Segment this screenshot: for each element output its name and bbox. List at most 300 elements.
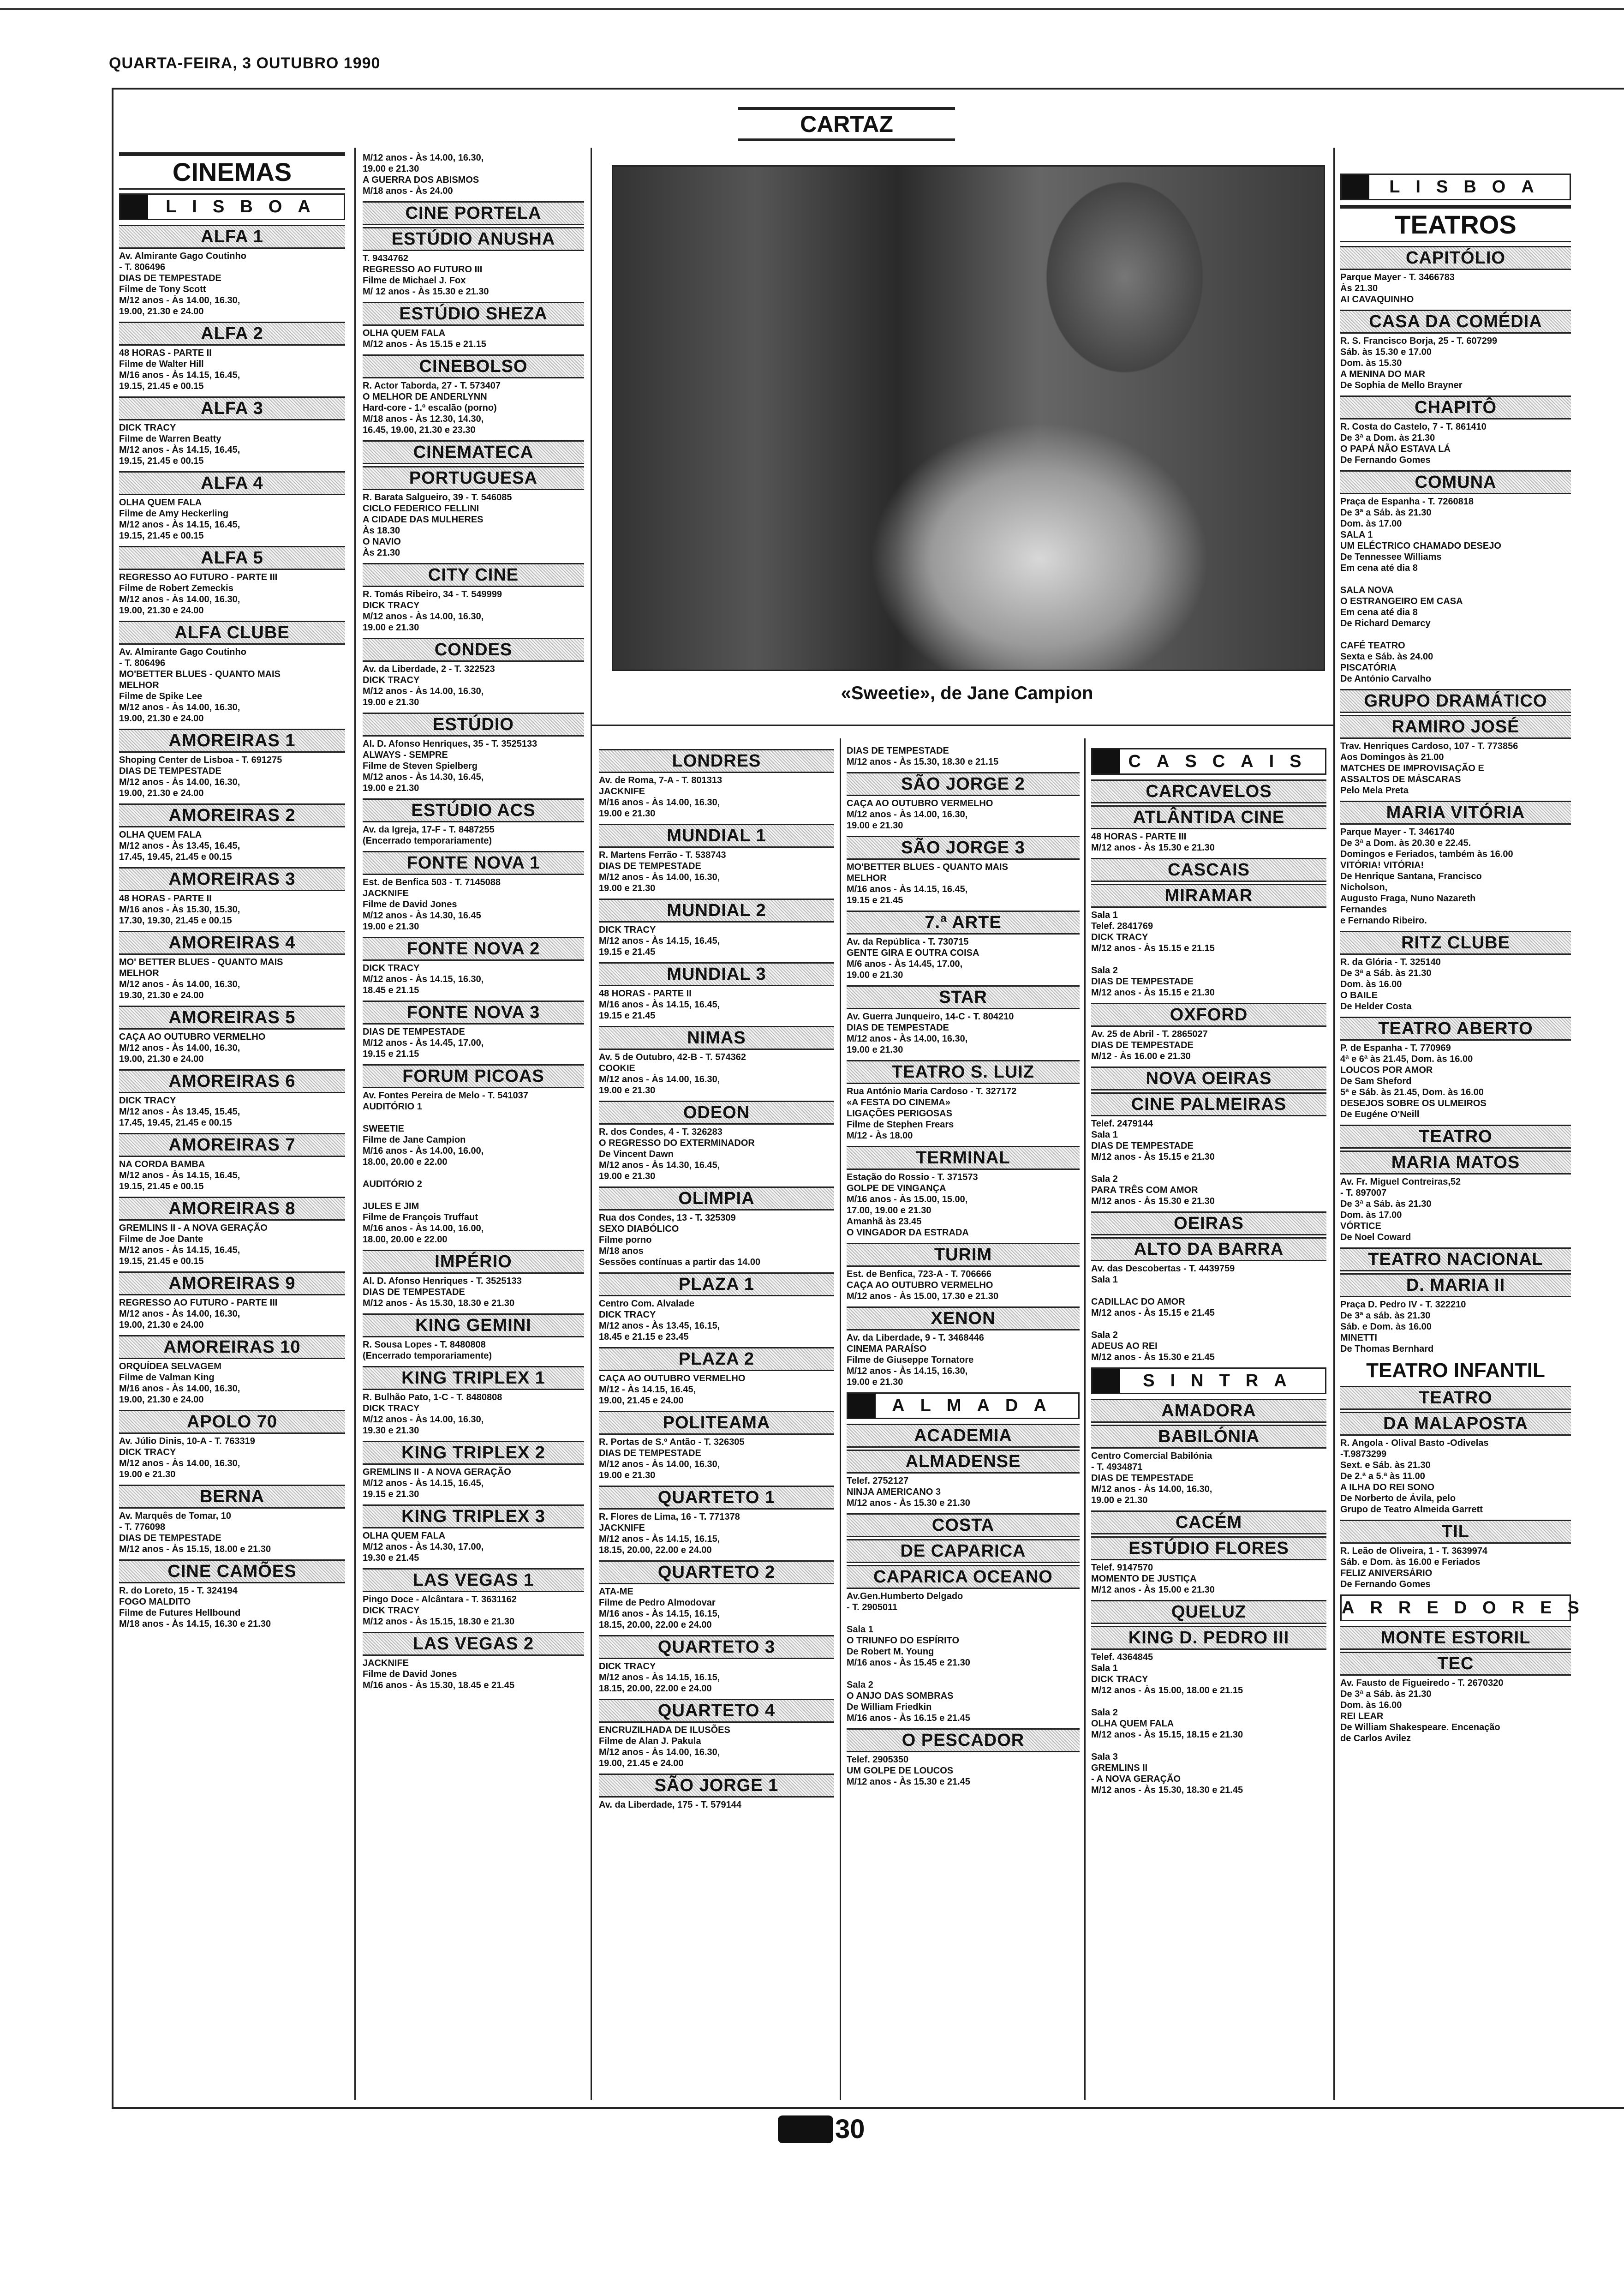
- listing-line: M/12 anos - Às 14.45, 17.00,: [363, 1038, 484, 1048]
- listing-line: ALWAYS - SEMPRE: [363, 750, 448, 760]
- venue-heading: AMOREIRAS 2: [119, 803, 345, 827]
- listing-line: Rua dos Condes, 13 - T. 325309: [599, 1213, 736, 1223]
- listing-line: 19.00 e 21.30: [599, 1171, 656, 1181]
- listing-line: 16.45, 19.00, 21.30 e 23.30: [363, 425, 476, 435]
- listing-line: Av.Gen.Humberto Delgado: [847, 1591, 963, 1601]
- venue-heading: QUELUZ: [1091, 1600, 1326, 1624]
- listing-line: 18.15, 20.00, 22.00 e 24.00: [599, 1545, 712, 1555]
- venue-heading: CINEMATECA: [363, 440, 584, 464]
- listing-line: R. Tomás Ribeiro, 34 - T. 549999: [363, 589, 502, 599]
- venue-heading: KING D. PEDRO III: [1091, 1626, 1326, 1650]
- listing-line: 19.00 e 21.30: [599, 1470, 656, 1480]
- listing-line: M/16 anos - Às 15.00, 15.00,: [847, 1194, 968, 1204]
- venue-heading: OXFORD: [1091, 1003, 1326, 1027]
- listing-line: DIAS DE TEMPESTADE: [363, 1027, 465, 1037]
- listing-line: Filme de Robert Zemeckis: [119, 583, 233, 593]
- listing-entry: [1340, 931, 1571, 1012]
- venue-heading: ESTÚDIO SHEZA: [363, 302, 584, 326]
- listing-entry: [599, 1272, 834, 1342]
- venue-heading: CINE PALMEIRAS: [1091, 1092, 1326, 1116]
- listing-line: M/12 anos - Às 15.00 e 21.30: [1091, 1585, 1215, 1595]
- listing-entry: [363, 1001, 584, 1060]
- listing-line: 19.15 e 21.30: [363, 1489, 419, 1499]
- listing-line: [847, 1613, 1080, 1624]
- listing-entry: [1340, 1626, 1571, 1744]
- listing-line: Filme de Spike Lee: [119, 691, 203, 701]
- listing-line: Filme de Amy Heckerling: [119, 509, 229, 519]
- listing-line: - A NOVA GERAÇÃO: [1091, 1774, 1181, 1784]
- listing-line: [1091, 1162, 1326, 1174]
- listing-line: A GUERRA DOS ABISMOS: [363, 175, 479, 185]
- listing-entry: [119, 1197, 345, 1267]
- venue-heading: CONDES: [363, 638, 584, 662]
- listing-line: De Norberto de Ávila, pelo: [1340, 1493, 1456, 1504]
- listing-line: 19.00, 21.30 e 24.00: [119, 713, 204, 724]
- listing-line: M/12 anos - Às 14.15, 16.45,: [119, 520, 240, 530]
- listing-entry: [1340, 1125, 1571, 1243]
- listing-line: 48 HORAS - PARTE III: [1091, 832, 1187, 842]
- listing-line: 19.00 e 21.30: [363, 697, 419, 707]
- listing-line: OLHA QUEM FALA: [363, 328, 446, 338]
- listing-continuation: [363, 152, 584, 197]
- listing-line: DICK TRACY: [119, 1447, 176, 1457]
- column-cinemas-2: [363, 152, 584, 1696]
- listing-entry: [847, 911, 1080, 981]
- listing-line: De Sam Sheford: [1340, 1076, 1412, 1086]
- listing-line: Dom. às 15.30: [1340, 358, 1402, 368]
- listing-line: 18.45 e 21.15 e 23.45: [599, 1332, 689, 1342]
- sweetie-photo: [612, 165, 1325, 671]
- listing-entry: [119, 546, 345, 616]
- listing-line: DICK TRACY: [599, 1661, 656, 1672]
- listing-line: DICK TRACY: [363, 1606, 420, 1616]
- listing-line: JACKNIFE: [599, 786, 645, 797]
- listing-line: M/12 anos - Às 15.30, 18.30 e 21.15: [847, 757, 999, 767]
- listing-entry: [1340, 470, 1571, 684]
- venue-heading: TEATRO ABERTO: [1340, 1017, 1571, 1041]
- listing-entry: [599, 824, 834, 894]
- listing-line: O VINGADOR DA ESTRADA: [847, 1228, 969, 1238]
- venue-heading: ALFA 4: [119, 471, 345, 495]
- listing-line: R. Costa do Castelo, 7 - T. 861410: [1340, 422, 1487, 432]
- venue-heading: ACADEMIA: [847, 1424, 1080, 1448]
- listing-line: M/12 anos - Às 14.00, 16.30,: [599, 1747, 720, 1757]
- listing-line: 19.15, 21.45 e 00.15: [119, 381, 204, 391]
- venue-heading: OLIMPIA: [599, 1186, 834, 1210]
- listing-line: DICK TRACY: [599, 1310, 656, 1320]
- listing-line: M/12 anos - Às 14.15, 16.45,: [599, 936, 720, 946]
- venue-heading: QUARTETO 4: [599, 1699, 834, 1723]
- listing-line: M/12 anos - Às 14.15, 16.45,: [119, 445, 240, 455]
- listing-line: CAFÉ TEATRO: [1340, 641, 1405, 651]
- listing-line: DIAS DE TEMPESTADE: [119, 273, 221, 283]
- listing-line: M/6 anos - Às 14.45, 17.00,: [847, 959, 963, 969]
- venue-heading: QUARTETO 1: [599, 1486, 834, 1510]
- listing-line: R. Flores de Lima, 16 - T. 771378: [599, 1512, 740, 1522]
- listing-line: MELHOR: [119, 968, 159, 978]
- listing-entry: [119, 396, 345, 467]
- listing-line: M/18 anos - Às 12.30, 14.30,: [363, 414, 484, 424]
- listing-line: R. Actor Taborda, 27 - T. 573407: [363, 381, 501, 391]
- listing-line: M/12 anos - Às 14.00, 16.30,: [119, 295, 240, 306]
- listing-line: 19.00 e 21.30: [1091, 1495, 1148, 1505]
- listing-line: Av. da Liberdade, 9 - T. 3468446: [847, 1333, 984, 1343]
- listing-entry: [119, 1335, 345, 1405]
- listing-line: M/12 anos - Às 14.30, 17.00,: [363, 1542, 484, 1552]
- listing-entry: [363, 354, 584, 436]
- venue-heading: DE CAPARICA: [847, 1539, 1080, 1563]
- venue-heading: MARIA VITÓRIA: [1340, 801, 1571, 825]
- listing-line: M/12 - Às 14.15, 16.45,: [599, 1384, 696, 1395]
- listing-line: 17.45, 19.45, 21.45 e 00.15: [119, 852, 232, 862]
- listing-line: 19.00, 21.30 e 24.00: [119, 1054, 204, 1064]
- listing-line: Av. 5 de Outubro, 42-B - T. 574362: [599, 1052, 746, 1062]
- listing-entry: [1340, 395, 1571, 466]
- listing-line: O BAILE: [1340, 990, 1378, 1001]
- listing-entry: [599, 1026, 834, 1096]
- venue-heading: TEATRO NACIONAL: [1340, 1247, 1571, 1271]
- listing-line: Sala 2: [1091, 965, 1118, 976]
- venue-heading: ODEON: [599, 1101, 834, 1125]
- listing-line: R. dos Condes, 4 - T. 326283: [599, 1127, 722, 1137]
- listing-line: M/12 anos - Às 14.30, 16.45,: [363, 772, 484, 782]
- listing-line: M/16 anos - Às 16.15 e 21.45: [847, 1713, 970, 1723]
- listing-line: M/12 anos - Às 15.30 e 21.30: [1091, 1196, 1215, 1206]
- listing-line: R. Angola - Olival Basto -Odivelas: [1340, 1438, 1489, 1448]
- column-cinemas-5: [1091, 745, 1326, 1800]
- listing-entry: [847, 1424, 1080, 1509]
- listing-line: CADILLAC DO AMOR: [1091, 1297, 1185, 1307]
- listing-line: Filme de Jane Campion: [363, 1135, 466, 1145]
- listing-entry: [363, 851, 584, 932]
- venue-heading: QUARTETO 2: [599, 1560, 834, 1584]
- listing-line: 19.00 e 21.30: [363, 783, 419, 793]
- listing-line: Sala 3: [1091, 1752, 1118, 1762]
- column-rule: [1333, 148, 1335, 2100]
- listing-line: R. Bulhão Pato, 1-C - T. 8480808: [363, 1392, 502, 1402]
- listing-line: MELHOR: [119, 680, 159, 690]
- listing-line: Telef. 2752127: [847, 1476, 909, 1486]
- listing-line: M/12 anos - Às 15.30, 18.30 e 21.45: [1091, 1785, 1243, 1795]
- listing-line: DIAS DE TEMPESTADE: [1091, 1040, 1194, 1050]
- listing-line: NA CORDA BAMBA: [119, 1159, 205, 1169]
- venue-heading: MARIA MATOS: [1340, 1150, 1571, 1174]
- listing-line: De Henrique Santana, Francisco: [1340, 871, 1482, 881]
- listing-line: Av. Fausto de Figueiredo - T. 2670320: [1340, 1678, 1504, 1688]
- venue-heading: RITZ CLUBE: [1340, 931, 1571, 955]
- listing-line: 48 HORAS - PARTE II: [599, 989, 692, 999]
- venue-heading: ALFA 3: [119, 396, 345, 420]
- listing-line: REI LEAR: [1340, 1711, 1384, 1721]
- listing-line: VITÓRIA! VITÓRIA!: [1340, 860, 1424, 870]
- listing-entry: [119, 1069, 345, 1128]
- listing-entry: [599, 1560, 834, 1630]
- listing-line: M/12 anos - Às 14.00, 16.30,: [599, 1459, 720, 1469]
- listing-line: SWEETIE: [363, 1124, 405, 1134]
- listing-entry: [119, 471, 345, 541]
- venue-heading: ALFA 1: [119, 225, 345, 249]
- listing-line: Av. da Liberdade, 2 - T. 322523: [363, 664, 495, 674]
- listing-continuation: [847, 745, 1080, 767]
- listing-entry: [847, 985, 1080, 1055]
- listing-line: DICK TRACY: [363, 963, 420, 973]
- listing-entry: [1340, 801, 1571, 926]
- listing-line: M/16 anos - Às 15.30, 15.30,: [119, 905, 240, 915]
- listing-entry: [119, 729, 345, 799]
- listing-line: DIAS DE TEMPESTADE: [847, 1023, 949, 1033]
- venue-heading: STAR: [847, 985, 1080, 1009]
- listing-entry: [363, 1250, 584, 1309]
- listing-line: DIAS DE TEMPESTADE: [1091, 1141, 1194, 1151]
- listing-line: De 3ª a Sáb. às 21.30: [1340, 1199, 1432, 1209]
- listing-line: CAÇA AO OUTUBRO VERMELHO: [847, 798, 993, 809]
- listing-entry: [599, 1101, 834, 1182]
- listing-entry: [599, 1699, 834, 1769]
- listing-line: 17.30, 19.30, 21.45 e 00.15: [119, 916, 232, 926]
- listing-entry: [1340, 1017, 1571, 1120]
- section-banner: [1340, 174, 1571, 200]
- listing-entry: [363, 937, 584, 996]
- listing-line: Estação do Rossio - T. 371573: [847, 1172, 978, 1182]
- venue-heading: SÃO JORGE 2: [847, 772, 1080, 796]
- venue-heading: PORTUGUESA: [363, 466, 584, 490]
- listing-line: Sala 1: [1091, 1130, 1118, 1140]
- listing-entry: [119, 1559, 345, 1630]
- listing-line: De Fernando Gomes: [1340, 1579, 1431, 1589]
- listing-entry: [1340, 1247, 1571, 1354]
- listing-line: GREMLINS II: [1091, 1763, 1148, 1773]
- listing-line: Amanhã às 23.45: [847, 1216, 922, 1227]
- listing-line: [1091, 1696, 1326, 1707]
- listing-line: Centro Com. Alvalade: [599, 1299, 695, 1309]
- listing-line: Av. Almirante Gago Coutinho: [119, 251, 246, 261]
- listing-line: M/12 anos - Às 13.45, 16.15,: [599, 1321, 720, 1331]
- listing-entry: [1340, 246, 1571, 305]
- listing-line: Av. da Igreja, 17-F - T. 8487255: [363, 825, 495, 835]
- listing-line: [363, 1112, 584, 1123]
- listing-line: JACKNIFE: [363, 888, 409, 899]
- venue-heading: FONTE NOVA 2: [363, 937, 584, 961]
- venue-heading: XENON: [847, 1306, 1080, 1330]
- listing-line: M/12 anos - Às 15.15, 18.15 e 21.30: [1091, 1730, 1243, 1740]
- listing-line: M/16 anos - Às 14.15, 16.45,: [119, 370, 240, 380]
- listing-line: De 3ª a Sáb. às 21.30: [1340, 508, 1432, 518]
- listing-line: CAÇA AO OUTUBRO VERMELHO: [119, 1032, 266, 1042]
- listing-line: R. Barata Salgueiro, 39 - T. 546085: [363, 492, 512, 503]
- listing-line: DIAS DE TEMPESTADE: [363, 1287, 465, 1297]
- venue-heading: ESTÚDIO ANUSHA: [363, 227, 584, 251]
- listing-line: Dom. às 17.00: [1340, 1210, 1402, 1220]
- listing-line: M/12 anos - Às 15.30 e 21.30: [1091, 843, 1215, 853]
- listing-line: M/12 anos - Às 14.15, 16.45,: [119, 1245, 240, 1255]
- listing-line: FELIZ ANIVERSÁRIO: [1340, 1568, 1433, 1578]
- listing-line: M/12 - Às 16.00 e 21.30: [1091, 1051, 1191, 1061]
- listing-line: 19.15, 21.45 e 00.15: [119, 456, 204, 466]
- listing-line: De António Carvalho: [1340, 674, 1432, 684]
- dateline: QUARTA-FEIRA, 3 OUTUBRO 1990: [109, 54, 381, 72]
- listing-entry: [1091, 1003, 1326, 1062]
- venue-heading: IMPÉRIO: [363, 1250, 584, 1274]
- listing-entry: [363, 1568, 584, 1627]
- venue-heading: CARCAVELOS: [1091, 779, 1326, 803]
- listing-line: DESEJOS SOBRE OS ULMEIROS: [1340, 1098, 1487, 1109]
- listing-entry: [599, 1347, 834, 1406]
- listing-line: Sáb. às 15.30 e 17.00: [1340, 347, 1432, 357]
- section-block-icon: [848, 1394, 876, 1418]
- listing-line: REGRESSO AO FUTURO - PARTE III: [119, 572, 278, 582]
- listing-entry: [119, 225, 345, 317]
- listing-line: SEXO DIABÓLICO: [599, 1224, 679, 1234]
- venue-heading: TURIM: [847, 1243, 1080, 1267]
- listing-line: M/16 anos - Às 14.00, 16.30,: [119, 1384, 240, 1394]
- venue-heading: CAPARICA OCEANO: [847, 1565, 1080, 1589]
- listing-line: Filme de Joe Dante: [119, 1234, 203, 1244]
- listing-line: O NAVIO: [363, 537, 401, 547]
- listing-line: Sext. e Sáb. às 21.30: [1340, 1460, 1431, 1470]
- listing-entry: [119, 1006, 345, 1065]
- listing-entry: [847, 836, 1080, 906]
- listing-line: Sáb. e Dom. às 16.00: [1340, 1322, 1432, 1332]
- listing-line: O MELHOR DE ANDERLYNN: [363, 392, 487, 402]
- listing-line: M/12 anos - Às 14.15, 16.45,: [363, 1478, 484, 1488]
- listing-line: M/12 anos - Às 14.30, 16.45,: [599, 1160, 720, 1170]
- listing-line: GREMLINS II - A NOVA GERAÇÃO: [363, 1467, 511, 1477]
- listing-line: Dom. às 16.00: [1340, 1700, 1402, 1710]
- listing-entry: [119, 322, 345, 392]
- venue-heading: GRUPO DRAMÁTICO: [1340, 689, 1571, 713]
- listing-line: ORQUÍDEA SELVAGEM: [119, 1361, 221, 1372]
- listing-line: De William Friedkin: [847, 1702, 932, 1712]
- listing-line: [1091, 954, 1326, 965]
- page-footer: [761, 2114, 881, 2149]
- listing-line: SALA NOVA: [1340, 585, 1394, 595]
- listing-entry: [363, 1313, 584, 1361]
- listing-line: M/12 anos - Às 15.30 e 21.45: [1091, 1352, 1215, 1362]
- venue-heading: AMOREIRAS 7: [119, 1133, 345, 1157]
- listing-entry: [363, 440, 584, 558]
- venue-heading: CACÉM: [1091, 1510, 1326, 1534]
- column-cinemas-1: [119, 152, 345, 1634]
- listing-line: GENTE GIRA E OUTRA COISA: [847, 948, 979, 958]
- listing-line: Est. de Benfica 503 - T. 7145088: [363, 877, 501, 887]
- section-label: SINTRA: [1143, 1371, 1302, 1390]
- listing-line: AUDITÓRIO 1: [363, 1102, 422, 1112]
- listing-line: M/12 anos - Às 15.15 e 21.15: [1091, 943, 1215, 953]
- listing-line: Sessões contínuas a partir das 14.00: [599, 1257, 761, 1267]
- listing-entry: [363, 201, 584, 297]
- listing-line: LIGAÇÕES PERIGOSAS: [847, 1109, 952, 1119]
- listing-line: 19.15, 21.45 e 00.15: [119, 531, 204, 541]
- listing-line: CAÇA AO OUTUBRO VERMELHO: [847, 1280, 993, 1290]
- venue-heading: ALFA 2: [119, 322, 345, 346]
- listing-entry: [1340, 1520, 1571, 1590]
- venue-heading: PLAZA 1: [599, 1272, 834, 1296]
- listing-line: M/12 anos - Às 15.15, 18.00 e 21.30: [119, 1544, 271, 1554]
- listing-line: PISCATÓRIA: [1340, 663, 1397, 673]
- listing-line: De Sophia de Mello Brayner: [1340, 380, 1463, 390]
- listing-entry: [1091, 779, 1326, 853]
- listing-line: 19.30 e 21.45: [363, 1553, 419, 1563]
- listing-line: M/12 anos - Às 14.15, 16.15,: [599, 1672, 720, 1683]
- listing-line: CICLO FEDERICO FELLINI: [363, 503, 479, 514]
- listing-line: UM GOLPE DE LOUCOS: [847, 1766, 954, 1776]
- listing-line: REGRESSO AO FUTURO III: [363, 264, 483, 275]
- listing-line: Filme porno: [599, 1235, 652, 1245]
- listing-line: Sáb. e Dom. às 16.00 e Feriados: [1340, 1557, 1481, 1567]
- listing-line: AUDITÓRIO 2: [363, 1179, 422, 1189]
- listing-entry: [119, 1271, 345, 1330]
- venue-heading: TEC: [1340, 1652, 1571, 1676]
- venue-heading: LONDRES: [599, 749, 834, 773]
- listing-line: 19.00 e 21.30: [847, 1045, 903, 1055]
- listing-line: M/12 anos - Às 14.00, 16.30,: [847, 1034, 968, 1044]
- venue-heading: ALFA CLUBE: [119, 621, 345, 645]
- venue-heading: COMUNA: [1340, 470, 1571, 494]
- listing-line: Centro Comercial Babilónia: [1091, 1451, 1212, 1461]
- listing-entry: [119, 1485, 345, 1555]
- listing-entry: [119, 621, 345, 724]
- listing-line: M/12 anos - Às 15.30, 18.30 e 21.30: [363, 1298, 515, 1308]
- listing-line: O ANJO DAS SOMBRAS: [847, 1691, 954, 1701]
- listing-line: FOGO MALDITO: [119, 1597, 191, 1607]
- listing-entry: [847, 772, 1080, 831]
- listing-line: Praça de Espanha - T. 7260818: [1340, 497, 1474, 507]
- listing-line: M/ 12 anos - Às 15.30 e 21.30: [363, 287, 489, 297]
- listing-line: Parque Mayer - T. 3461740: [1340, 827, 1455, 837]
- listing-line: Sala 2: [1091, 1708, 1118, 1718]
- listing-line: Av. da República - T. 730715: [847, 937, 969, 947]
- listing-line: M/18 anos - Às 14.15, 16.30 e 21.30: [119, 1619, 271, 1629]
- listing-line: A CIDADE DAS MULHERES: [363, 515, 484, 525]
- listing-line: Filme de Steven Spielberg: [363, 761, 478, 771]
- listing-line: DIAS DE TEMPESTADE: [1091, 1473, 1194, 1483]
- listing-line: M/12 anos - Às 15.15 e 21.15: [363, 339, 486, 349]
- listing-line: 19.00, 21.45 e 24.00: [599, 1396, 684, 1406]
- listing-line: De Richard Demarcy: [1340, 618, 1431, 629]
- venue-heading: NIMAS: [599, 1026, 834, 1050]
- listing-line: Filme de Tony Scott: [119, 284, 206, 294]
- listing-line: M/12 anos - Às 15.15, 18.30 e 21.30: [363, 1617, 515, 1627]
- listing-line: OLHA QUEM FALA: [119, 497, 202, 508]
- venue-heading: LAS VEGAS 2: [363, 1632, 584, 1656]
- listing-line: ADEUS AO REI: [1091, 1341, 1158, 1351]
- listing-line: JACKNIFE: [599, 1523, 645, 1533]
- section-banner: [1340, 1594, 1595, 1621]
- listing-line: 4ª e 6ª às 21.45, Dom. às 16.00: [1340, 1054, 1473, 1064]
- listing-line: M/12 anos - Às 15.30 e 21.45: [847, 1777, 970, 1787]
- listing-line: COOKIE: [599, 1063, 635, 1073]
- venue-heading: COSTA: [847, 1513, 1080, 1537]
- teatros-title: TEATROS: [1340, 205, 1571, 242]
- listing-line: M/12 anos - Às 15.15 e 21.45: [1091, 1308, 1215, 1318]
- page-number: 30: [835, 2114, 865, 2144]
- listing-line: Dom. às 16.00: [1340, 979, 1402, 989]
- section-block-icon: [120, 195, 148, 219]
- listing-line: M/12 anos - Às 14.00, 16.30,: [363, 153, 484, 163]
- venue-heading: AMOREIRAS 8: [119, 1197, 345, 1221]
- venue-heading: QUARTETO 3: [599, 1635, 834, 1659]
- listing-line: M/18 anos - Às 24.00: [363, 186, 453, 196]
- listing-line: Al. D. Afonso Henriques, 35 - T. 3525133: [363, 739, 537, 749]
- listing-line: 19.00 e 21.30: [363, 922, 419, 932]
- venue-heading: ALFA 5: [119, 546, 345, 570]
- listing-entry: [599, 962, 834, 1021]
- venue-heading: MONTE ESTORIL: [1340, 1626, 1571, 1650]
- listing-line: DICK TRACY: [599, 925, 656, 935]
- listing-entry: [599, 1186, 834, 1268]
- venue-heading: MUNDIAL 3: [599, 962, 834, 986]
- venue-heading: AMADORA: [1091, 1399, 1326, 1423]
